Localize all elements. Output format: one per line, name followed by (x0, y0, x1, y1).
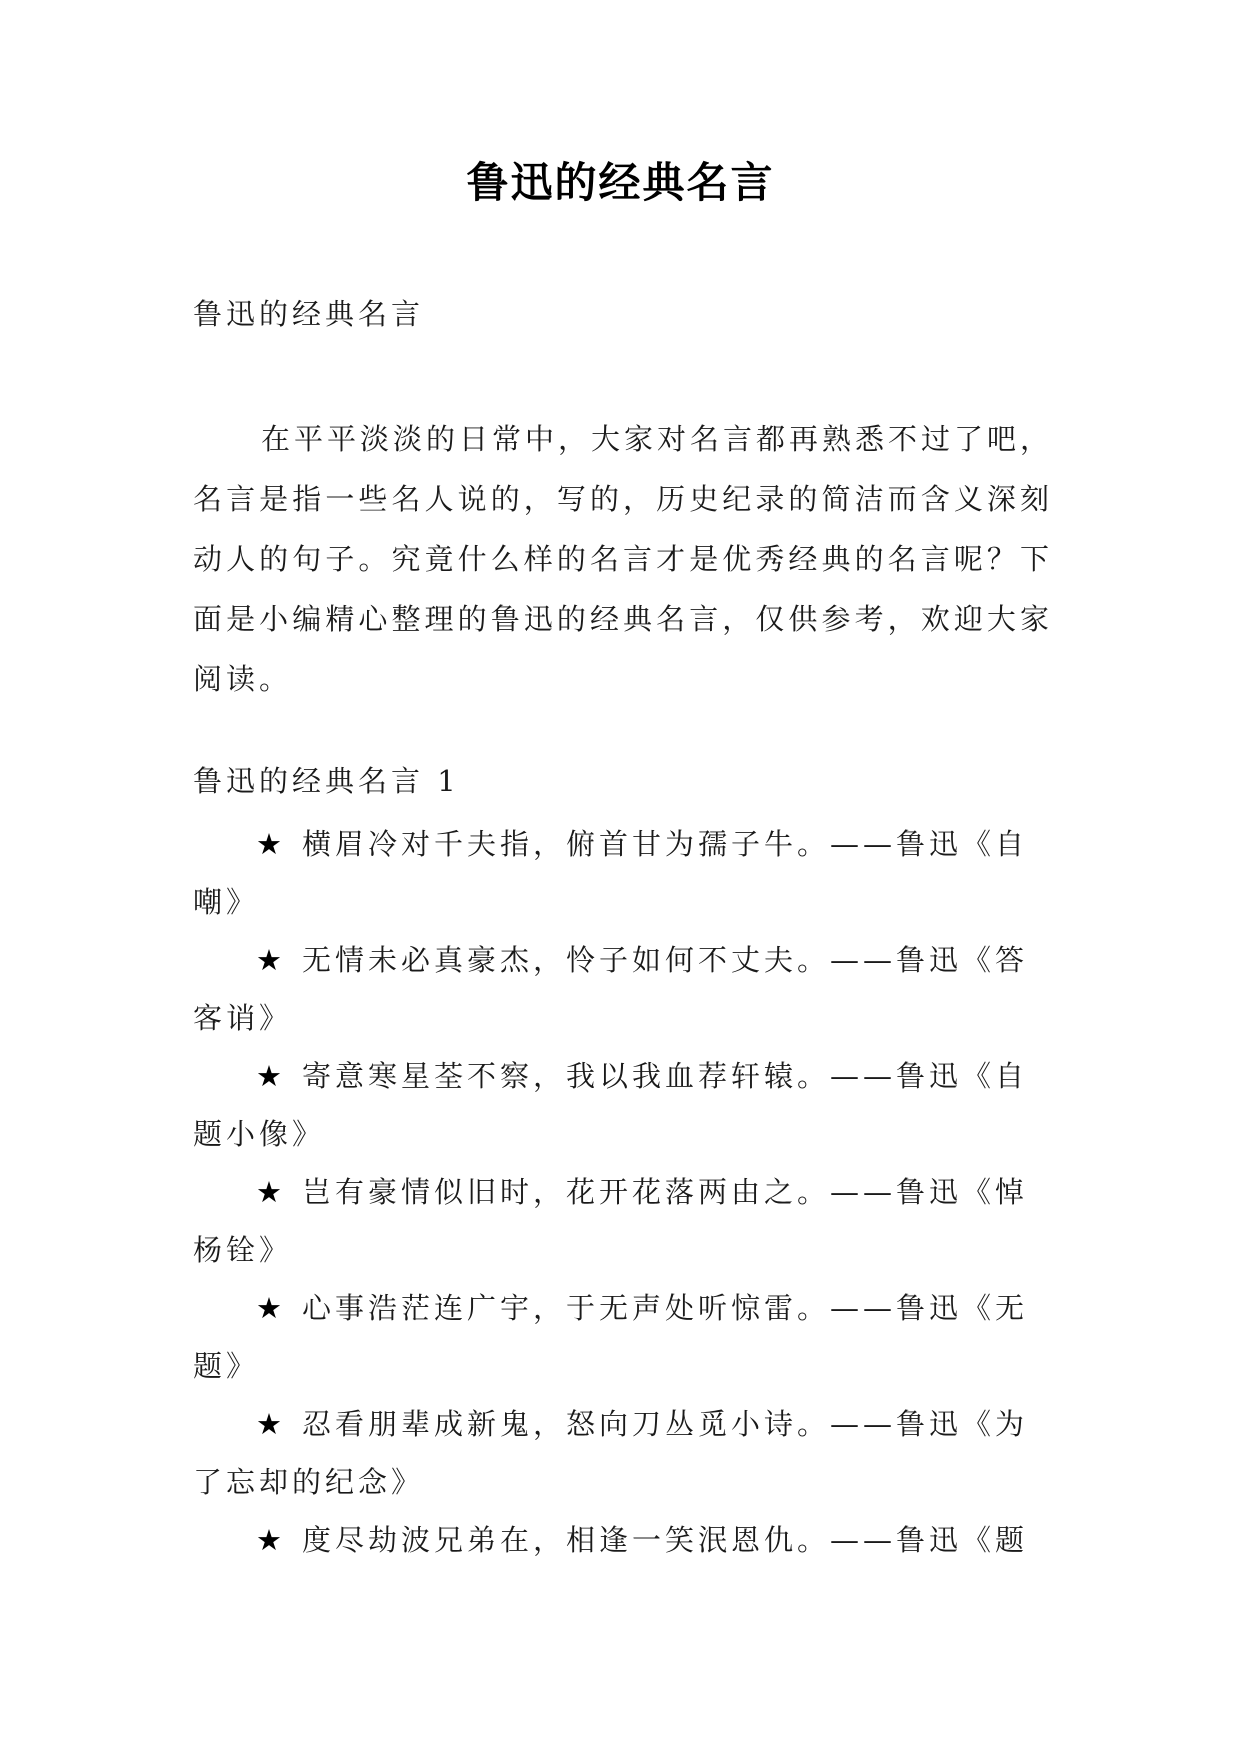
star-icon: ★ (256, 1059, 286, 1093)
quote-list (193, 815, 1053, 1569)
quote-text: 岂有豪情似旧时，花开花落两由之。——鲁迅《悼杨铨》 (193, 1175, 1029, 1267)
document-subtitle: 鲁迅的经典名言 (193, 297, 425, 331)
quote-text: 横眉冷对千夫指，俯首甘为孺子牛。——鲁迅《自嘲》 (193, 827, 1029, 919)
quote-text: 忍看朋辈成新鬼，怒向刀丛觅小诗。——鲁迅《为了忘却的纪念》 (193, 1407, 1029, 1499)
intro-paragraph: 在平平淡淡的日常中，大家对名言都再熟悉不过了吧，名言是指一些名人说的，写的，历史纪录的简洁而含义深刻动人的句子。究竟什么样的名言才是优秀经典的名言呢？下面是小编精心整理的鲁迅的经典名言，仅供参考，欢迎大家阅读。 (193, 422, 1054, 696)
quote-text: 度尽劫波兄弟在，相逢一笑泯恩仇。——鲁迅《题 (302, 1523, 1029, 1557)
quote-item (193, 1163, 1053, 1279)
star-icon: ★ (256, 1407, 286, 1441)
document-title: 鲁迅的经典名言 (466, 158, 775, 207)
star-icon: ★ (256, 943, 286, 977)
star-icon: ★ (256, 1175, 286, 1209)
quote-item (193, 1047, 1053, 1163)
star-icon: ★ (256, 1291, 286, 1325)
star-icon: ★ (256, 827, 286, 861)
quote-item (193, 1395, 1053, 1511)
quote-text: 无情未必真豪杰，怜子如何不丈夫。——鲁迅《答客诮》 (193, 943, 1029, 1035)
star-icon: ★ (256, 1523, 286, 1557)
quote-item (193, 1511, 1053, 1569)
quote-text: 心事浩茫连广宇，于无声处听惊雷。——鲁迅《无题》 (193, 1291, 1029, 1383)
quote-item (193, 815, 1053, 931)
quote-item (193, 1279, 1053, 1395)
section-heading: 鲁迅的经典名言 1 (193, 764, 460, 798)
quote-text: 寄意寒星荃不察，我以我血荐轩辕。——鲁迅《自题小像》 (193, 1059, 1029, 1151)
quote-item (193, 931, 1053, 1047)
